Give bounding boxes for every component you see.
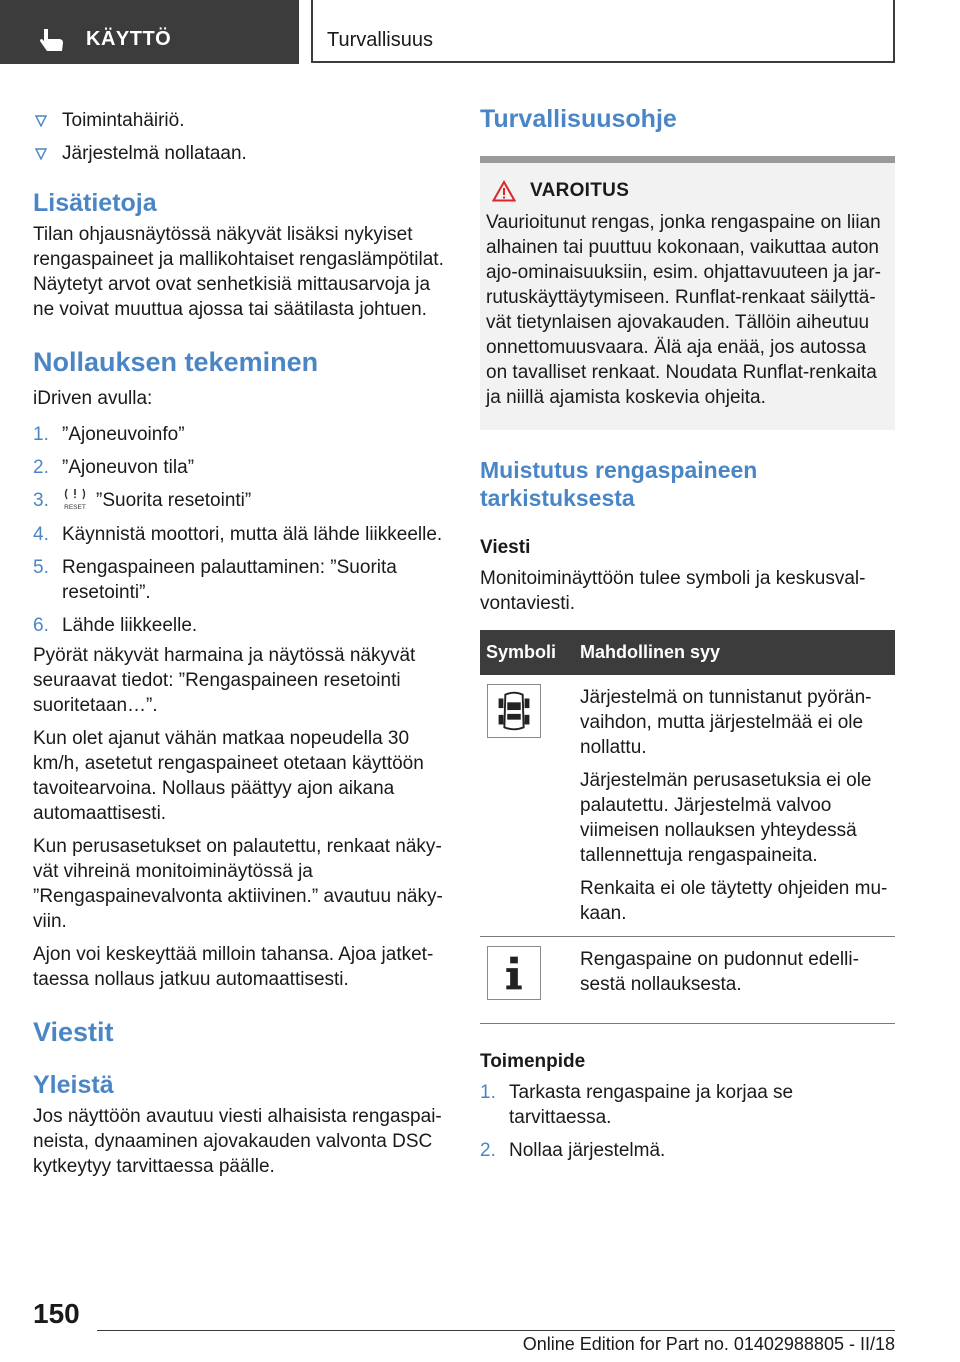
warning-triangle-icon — [492, 180, 516, 202]
list-item: 6. Lähde liikkeelle. — [33, 615, 198, 636]
bullet-list — [33, 108, 451, 166]
list-item: 4. Käynnistä moottori, mutta älä lähde liikkeelle. — [33, 524, 443, 545]
warning-text: Vaurioitunut rengas, jonka rengaspaine on liian alhainen tai puuttuu kokonaan, vaikuttaa auton ajo-ominaisuuksiin, esim. ohjattavuuteen ja jarrutuskäyttäytymiseen. Runflat-renkaat säilyttävät tietynlaisen ajovakauden. Tällöin aiheutuu onnettomuusvaara. Älä aja enää, jos autossa on tavalliset renkaat. Noudata Runflat-renkaita ja niillä ajamista koskevia ohjeita. — [486, 212, 881, 408]
actions-list — [480, 1080, 895, 1163]
hand-pointer-icon — [38, 27, 64, 53]
table-header-row — [480, 630, 895, 675]
yleista-text: Jos näyttöön avautuu viesti alhaisista rengaspaineista, dynaaminen ajovakauden valvonta DSC kytkeytyy tarvittaessa päälle. — [33, 1106, 442, 1177]
section-tab[interactable] — [0, 0, 299, 64]
right-column — [480, 96, 895, 1171]
list-item: 1. Tarkasta rengaspaine ja korjaa se tarvittaessa. — [480, 1082, 794, 1128]
list-item: 2. Nollaa järjestelmä. — [480, 1140, 666, 1161]
viestit-heading: Viestit — [33, 1017, 114, 1047]
edition-text: Online Edition for Part no. 01402988805 - II/18 — [522, 1334, 895, 1354]
page-number: 150 — [33, 1298, 80, 1329]
column-header-cause: Mahdollinen syy — [574, 630, 895, 675]
symbol-cell — [480, 675, 574, 937]
warning-header — [486, 180, 887, 202]
breadcrumb[interactable] — [311, 0, 895, 63]
section-tab-label: KÄYTTÖ — [86, 28, 172, 50]
triangle-bullet-icon — [35, 148, 47, 160]
symbol-table — [480, 630, 895, 1024]
list-item: 2. ”Ajoneuvon tila” — [33, 457, 195, 478]
turvallisuusohje-heading: Turvallisuusohje — [480, 105, 677, 133]
list-item: 5. Rengaspaineen palauttaminen: ”Suorita resetointi”. — [33, 557, 397, 603]
footer-divider — [97, 1330, 895, 1331]
steps-list — [33, 422, 451, 638]
list-item: Järjestelmä nollataan. — [33, 141, 451, 166]
viesti-heading: Viesti — [480, 537, 531, 558]
cause-cell: Järjestelmä on tunnistanut pyöränvaihdon, mutta järjestelmää ei ole nollattu. Järjestelmän perusasetuksia ei ole palautettu. Järjestelmä valvoo viimeisen nollauksen yhteydessä tallennettuja rengaspaineita. Renkaita ei ole täytetty ohjeiden mukaan. — [574, 675, 895, 937]
toimenpide-heading: Toimenpide — [480, 1051, 586, 1072]
breadcrumb-label: Turvallisuus — [327, 29, 433, 51]
idrive-intro: iDriven avulla: — [33, 388, 153, 409]
info-icon — [487, 946, 541, 1000]
car-tire-icon — [487, 684, 541, 738]
paragraph: Kun olet ajanut vähän matkaa nopeudella 30 km/h, asetetut rengaspaineet otetaan käyttöön tavoitearvoina. Nollaus päättyy ajon aikana automaattisesti. — [33, 728, 424, 824]
list-item: 3. RESET ”Suorita resetointi” — [33, 488, 451, 514]
list-item: 1. ”Ajoneuvoinfo” — [33, 424, 185, 445]
paragraph: Ajon voi keskeyttää milloin tahansa. Ajoa jatkettaessa nollaus jatkuu automaattisesti. — [33, 944, 434, 990]
reset-icon — [62, 486, 88, 512]
svg-text:RESET: RESET — [64, 504, 86, 511]
table-row — [480, 937, 895, 1024]
muistutus-heading: Muistutus rengaspaineen tarkistuksesta — [480, 457, 758, 511]
column-header-symbol: Symboli — [480, 630, 574, 675]
viesti-text: Monitoiminäyttöön tulee symboli ja keskusvalvontaviesti. — [480, 568, 866, 614]
paragraph: Kun perusasetukset on palautettu, renkaat näkyvät vihreinä monitoiminäytössä ja ”Rengaspainevalvonta aktiivinen.” avautuu näkyviin. — [33, 836, 443, 932]
cause-cell: Rengaspaine on pudonnut edellisestä nollauksesta. — [574, 937, 895, 1024]
list-item: Toimintahäiriö. — [33, 108, 451, 133]
yleista-heading: Yleistä — [33, 1071, 114, 1099]
lisatietoja-heading: Lisätietoja — [33, 189, 157, 217]
left-column — [33, 96, 451, 1179]
nollaus-heading: Nollauksen tekeminen — [33, 347, 319, 377]
warning-title: VAROITUS — [530, 180, 630, 201]
triangle-bullet-icon — [35, 115, 47, 127]
paragraph: Pyörät näkyvät harmaina ja näytössä näkyvät seuraavat tiedot: ”Rengaspaineen resetointi suoritetaan…”. — [33, 645, 416, 716]
table-row — [480, 675, 895, 937]
lisatietoja-text: Tilan ohjausnäytössä näkyvät lisäksi nykyiset rengaspaineet ja mallikohtaiset rengaslämpötilat. Näytetyt arvot ovat senhetkisiä mittausarvoja ja ne voivat muuttua ajossa tai säätilasta johtuen. — [33, 224, 444, 320]
warning-box — [480, 156, 895, 430]
symbol-cell — [480, 937, 574, 1024]
